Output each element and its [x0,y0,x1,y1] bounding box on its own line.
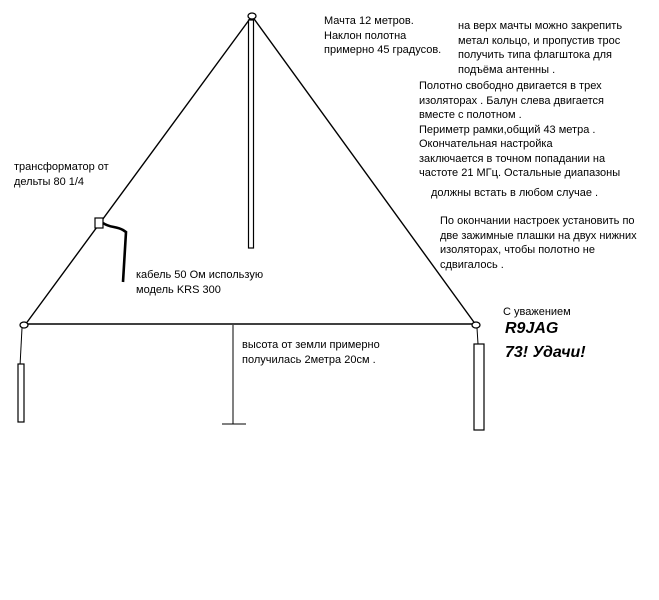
clamps-note: По окончании настроек установить по две зажимные плашки на двух нижних изоляторах, чтобы полотно не сдвигалось . [440,215,637,271]
insulators-note: Полотно свободно двигается в трех изоляторах . Балун слева двигается вместе с полотном . Периметр рамки,общий 43 метра . Окончательная настройка заключается в точном попадании на частоте 21 МГц. Остальные диапазоны [419,80,621,179]
regards-text: С уважением [503,306,571,318]
right-insulator [472,322,480,328]
cable-note: кабель 50 Ом использую модель KRS 300 [136,269,264,296]
height-note: высота от земли примерно получилась 2метра 20см . [242,339,380,366]
ring-note: на верх мачты можно закрепить метал кольцо, и пропустив трос получить типа флагштока для подъёма антенны . [458,20,623,76]
right-support-post [474,344,484,430]
transformer-note: трансформатор от дельты 80 1/4 [14,161,109,188]
left-insulator [20,322,28,328]
balun-box [95,218,103,228]
top-insulator [248,13,256,19]
callsign: R9JAG [505,320,559,337]
mast-note: Мачта 12 метров. Наклон полотна примерно 45 градусов. [324,15,442,56]
feed-cable [103,223,126,282]
farewell-text: 73! Удачи! [505,344,586,361]
right-support-wire [477,328,478,344]
left-support-wire [20,328,22,366]
bands-note: должны встать в любом случае . [431,187,599,199]
left-support-post [18,364,24,422]
mast [249,20,254,248]
